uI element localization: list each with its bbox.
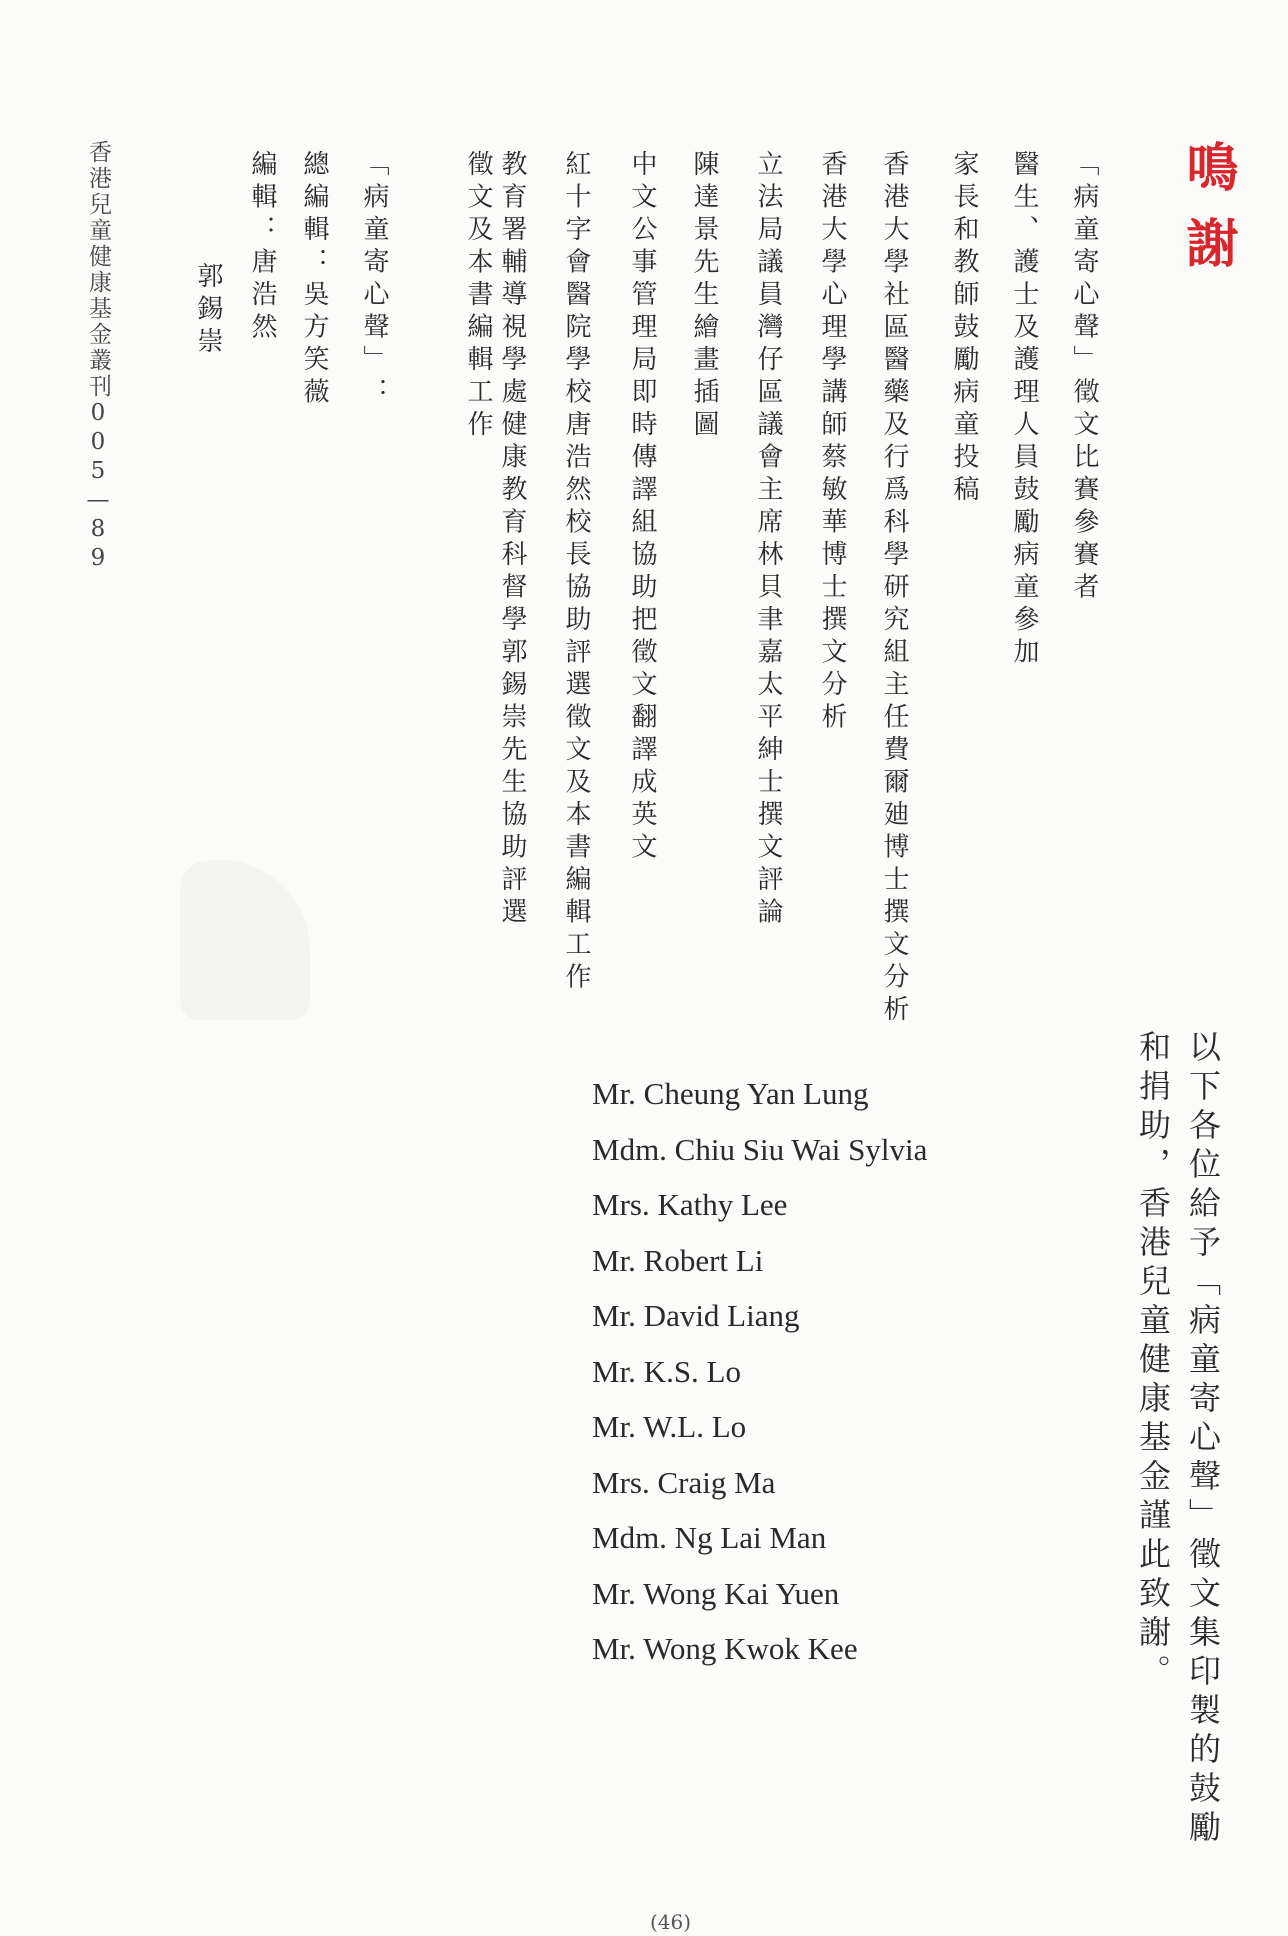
ack-line-7: 陳達景先生繪畫插圖 xyxy=(689,150,719,443)
book-label: 「病童寄心聲」： xyxy=(359,150,389,410)
series-number: 香港兒童健康基金叢刊005—89 xyxy=(85,140,111,574)
donor-name: Mr. David Liang xyxy=(592,1298,800,1333)
ack-line-5: 香港大學心理學講師蔡敏華博士撰文分析 xyxy=(817,150,847,735)
donor-name: Mdm. Ng Lai Man xyxy=(592,1520,827,1555)
ack-line-10: 教育署輔導視學處健康教育科督學郭錫崇先生協助評選 xyxy=(497,150,527,930)
editors: 編輯：唐浩然 xyxy=(247,150,277,345)
donor-name: Mr. Wong Kai Yuen xyxy=(592,1575,840,1611)
editors-continued: 郭錫崇 xyxy=(193,262,223,360)
page-number: (46) xyxy=(650,1910,692,1934)
chief-editor: 總編輯：吳方笑薇 xyxy=(299,150,329,410)
ack-line-6: 立法局議員灣仔區議會主席林貝聿嘉太平紳士撰文評論 xyxy=(753,150,783,930)
page-title: 鳴謝 xyxy=(1177,140,1238,292)
donor-name: Mrs. Craig Ma xyxy=(592,1464,776,1500)
donor-name: Mr. Cheung Yan Lung xyxy=(592,1076,869,1111)
ack-line-8: 中文公事管理局即時傳譯組協助把徵文翻譯成英文 xyxy=(627,150,657,865)
donor-name: Mr. Robert Li xyxy=(592,1242,764,1278)
ack-line-1: 「病童寄心聲」徵文比賽參賽者 xyxy=(1069,150,1099,605)
donor-name: Mr. W.L. Lo xyxy=(592,1409,747,1444)
donor-name: Mr. Wong Kwok Kee xyxy=(592,1631,858,1666)
ack-line-4: 香港大學社區醫藥及行爲科學研究組主任費爾廸博士撰文分析 xyxy=(879,150,909,1028)
donor-name: Mrs. Kathy Lee xyxy=(592,1187,788,1222)
donor-name: Mr. K.S. Lo xyxy=(592,1353,741,1389)
ack-line-9: 紅十字會醫院學校唐浩然校長協助評選徵文及本書編輯工作 xyxy=(561,150,591,995)
show-through-logo xyxy=(180,860,310,1020)
ack-line-2: 醫生、護士及護理人員鼓勵病童參加 xyxy=(1009,150,1039,670)
donor-name: Mdm. Chiu Siu Wai Sylvia xyxy=(592,1131,928,1167)
donor-list xyxy=(592,1072,927,1683)
ack-line-3: 家長和教師鼓勵病童投稿 xyxy=(949,150,979,508)
thanks-note-line-1: 以下各位給予「病童寄心聲」徵文集印製的鼓勵 xyxy=(1184,1030,1222,1849)
ack-line-11: 徵文及本書編輯工作 xyxy=(463,150,493,443)
thanks-note-line-2: 和捐助，香港兒童健康基金謹此致謝。 xyxy=(1134,1030,1172,1693)
